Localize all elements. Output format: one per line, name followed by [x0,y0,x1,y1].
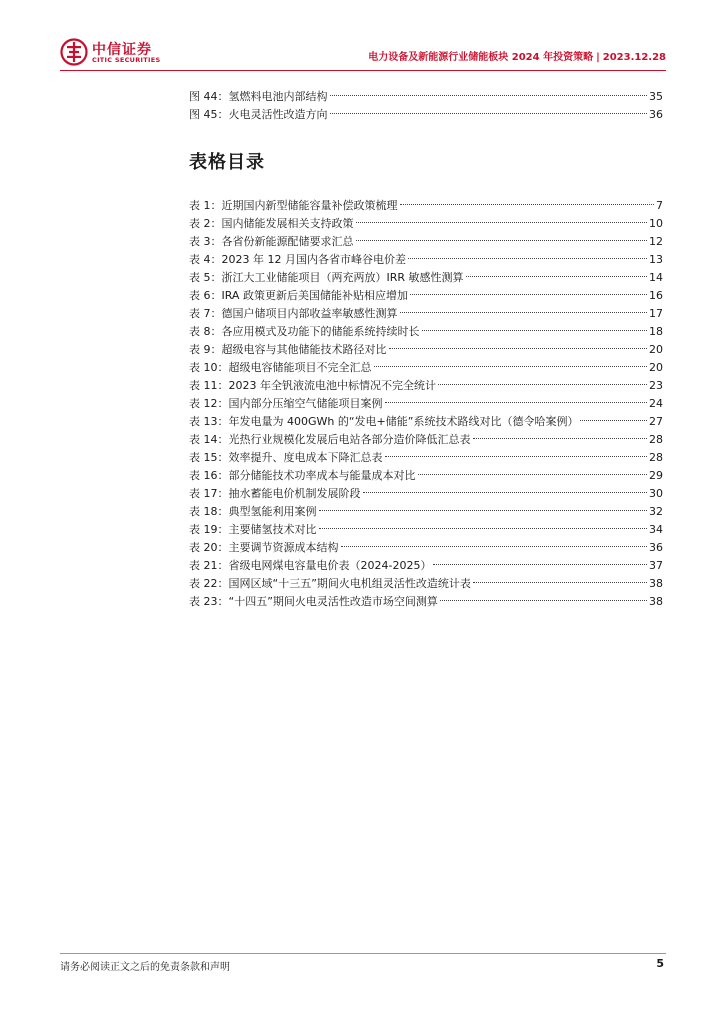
toc-dot-leader [400,312,648,313]
toc-dot-leader [385,456,648,457]
toc-entry-label[interactable]: 表 12：国内部分压缩空气储能项目案例 [189,397,383,410]
toc-entry[interactable] [189,197,663,215]
toc-entry[interactable] [189,593,663,611]
toc-entry[interactable] [189,341,663,359]
company-logo [60,36,200,68]
toc-entry-label[interactable]: 表 3：各省份新能源配储要求汇总 [189,235,354,248]
header-separator: | [596,52,600,63]
toc-entry-label[interactable]: 表 1：近期国内新型储能容量补偿政策梳理 [189,199,398,212]
toc-entry-page[interactable]: 38 [649,595,663,608]
toc-dot-leader [330,113,648,114]
toc-entry[interactable] [189,449,663,467]
toc-entry-page[interactable]: 10 [649,217,663,230]
page-number: 5 [656,957,664,970]
toc-entry-label[interactable]: 图 45：火电灵活性改造方向 [189,108,328,121]
toc-entry-page[interactable]: 23 [649,379,663,392]
toc-entry-page[interactable]: 17 [649,307,663,320]
toc-entry-label[interactable]: 表 23：“十四五”期间火电灵活性改造市场空间测算 [189,595,438,608]
toc-dot-leader [440,600,647,601]
toc-entry-label[interactable]: 表 21：省级电网煤电容量电价表（2024-2025） [189,559,432,572]
logo-text-cn: 中信证券 [92,42,152,58]
toc-entry[interactable] [189,359,663,377]
toc-entry-page[interactable]: 35 [649,90,663,103]
toc-entry[interactable] [189,413,663,431]
toc-entry[interactable] [189,539,663,557]
toc-entry[interactable] [189,215,663,233]
toc-entry[interactable] [189,323,663,341]
toc-dot-leader [410,294,647,295]
header-divider [60,70,666,71]
toc-entry-page[interactable]: 13 [649,253,663,266]
toc-entry-label[interactable]: 表 18：典型氢能利用案例 [189,505,317,518]
toc-dot-leader [356,222,648,223]
table-toc-list [189,197,663,611]
toc-entry[interactable] [189,88,663,106]
toc-entry-page[interactable]: 34 [649,523,663,536]
toc-entry-page[interactable]: 20 [649,343,663,356]
toc-entry-label[interactable]: 图 44：氢燃料电池内部结构 [189,90,328,103]
toc-entry-label[interactable]: 表 5：浙江大工业储能项目（两充两放）IRR 敏感性测算 [189,271,464,284]
toc-entry-page[interactable]: 18 [649,325,663,338]
toc-dot-leader [385,402,648,403]
toc-entry[interactable] [189,377,663,395]
footer-disclaimer: 请务必阅读正文之后的免责条款和声明 [60,962,230,973]
toc-dot-leader [319,528,648,529]
toc-entry[interactable] [189,395,663,413]
toc-entry-page[interactable]: 28 [649,433,663,446]
toc-dot-leader [418,474,648,475]
toc-dot-leader [356,240,648,241]
toc-entry-label[interactable]: 表 14：光热行业规模化发展后电站各部分造价降低汇总表 [189,433,471,446]
toc-dot-leader [408,258,647,259]
footer-divider [60,953,666,954]
toc-entry-page[interactable]: 37 [649,559,663,572]
toc-dot-leader [389,348,648,349]
toc-entry-label[interactable]: 表 9：超级电容与其他储能技术路径对比 [189,343,387,356]
toc-entry[interactable] [189,269,663,287]
toc-entry-label[interactable]: 表 16：部分储能技术功率成本与能量成本对比 [189,469,416,482]
toc-entry[interactable] [189,251,663,269]
toc-entry-page[interactable]: 28 [649,451,663,464]
table-toc-title: 表格目录 [189,152,265,173]
toc-entry-page[interactable]: 7 [656,199,663,212]
toc-entry-label[interactable]: 表 10：超级电容储能项目不完全汇总 [189,361,372,374]
toc-entry[interactable] [189,106,663,124]
toc-dot-leader [330,95,648,96]
toc-dot-leader [473,438,648,439]
toc-entry[interactable] [189,233,663,251]
toc-dot-leader [374,366,648,367]
toc-entry-label[interactable]: 表 22：国网区域“十三五”期间火电机组灵活性改造统计表 [189,577,471,590]
toc-entry[interactable] [189,557,663,575]
figure-toc-list [189,88,663,124]
toc-entry-label[interactable]: 表 20：主要调节资源成本结构 [189,541,339,554]
toc-entry[interactable] [189,287,663,305]
toc-entry-label[interactable]: 表 19：主要储氢技术对比 [189,523,317,536]
logo-text-en: CITIC SECURITIES [92,56,161,64]
toc-entry[interactable] [189,503,663,521]
toc-dot-leader [341,546,648,547]
toc-entry-label[interactable]: 表 2：国内储能发展相关支持政策 [189,217,354,230]
toc-entry-page[interactable]: 24 [649,397,663,410]
toc-dot-leader [466,276,647,277]
toc-dot-leader [438,384,647,385]
toc-entry-page[interactable]: 38 [649,577,663,590]
toc-entry[interactable] [189,485,663,503]
report-title: 电力设备及新能源行业储能板块 2024 年投资策略 [368,52,594,63]
report-date: 2023.12.28 [602,52,666,63]
toc-dot-leader [363,492,648,493]
toc-entry-label[interactable]: 表 15：效率提升、度电成本下降汇总表 [189,451,383,464]
toc-entry-label[interactable]: 表 7：德国户储项目内部收益率敏感性测算 [189,307,398,320]
toc-entry-page[interactable]: 14 [649,271,663,284]
toc-entry[interactable] [189,521,663,539]
toc-entry-page[interactable]: 29 [649,469,663,482]
toc-entry-page[interactable]: 30 [649,487,663,500]
report-header-title [368,48,666,63]
toc-entry-page[interactable]: 12 [649,235,663,248]
citic-logo-icon [60,38,88,66]
toc-entry-page[interactable]: 16 [649,289,663,302]
toc-entry-page[interactable]: 32 [649,505,663,518]
toc-entry-page[interactable]: 20 [649,361,663,374]
toc-dot-leader [433,564,647,565]
toc-dot-leader [400,204,655,205]
toc-entry-label[interactable]: 表 8：各应用模式及功能下的储能系统持续时长 [189,325,420,338]
toc-entry-label[interactable]: 表 6：IRA 政策更新后美国储能补贴相应增加 [189,289,408,302]
toc-entry[interactable] [189,305,663,323]
toc-dot-leader [473,582,647,583]
toc-entry-page[interactable]: 36 [649,541,663,554]
toc-entry-label[interactable]: 表 13：年发电量为 400GWh 的“发电+储能”系统技术路线对比（德令哈案例） [189,415,579,428]
toc-entry[interactable] [189,431,663,449]
toc-entry-label[interactable]: 表 11：2023 年全钒液流电池中标情况不完全统计 [189,379,436,392]
toc-entry[interactable] [189,467,663,485]
toc-entry[interactable] [189,575,663,593]
toc-entry-label[interactable]: 表 17：抽水蓄能电价机制发展阶段 [189,487,361,500]
page-header [60,36,666,68]
toc-entry-label[interactable]: 表 4：2023 年 12 月国内各省市峰谷电价差 [189,253,406,266]
toc-dot-leader [422,330,648,331]
toc-dot-leader [580,420,647,421]
toc-entry-page[interactable]: 27 [649,415,663,428]
toc-dot-leader [319,510,648,511]
toc-entry-page[interactable]: 36 [649,108,663,121]
